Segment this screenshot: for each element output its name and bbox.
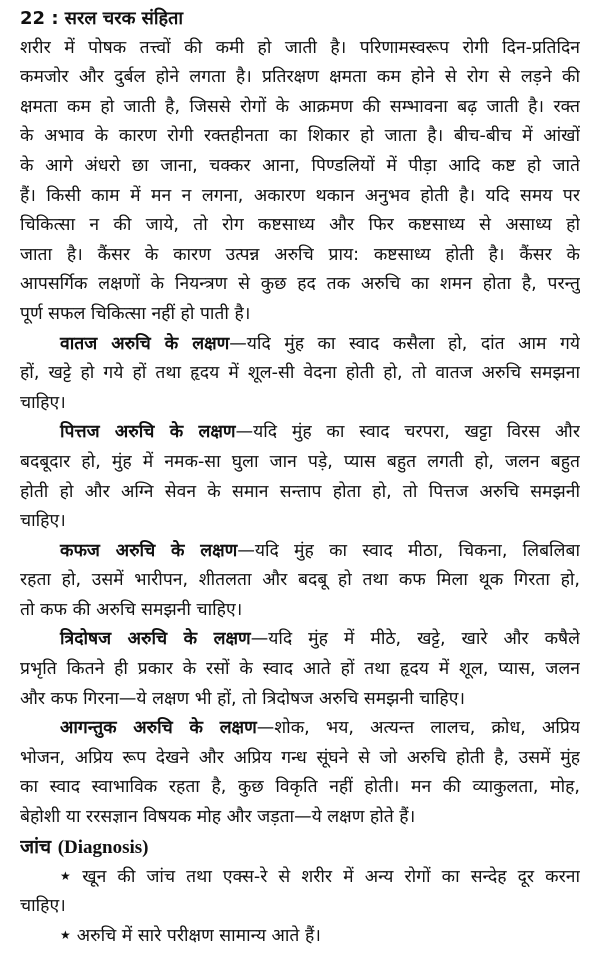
text-line: प्रभृति कितने ही प्रकार के रसों के स्वाद आते हों तथा हृदय में शूल, प्यास, जलन <box>20 659 580 680</box>
text-line: भोजन, अप्रिय रूप देखने और अप्रिय गन्ध सूंघने से जो अरुचि होती है, उसमें मुंह <box>20 747 580 768</box>
diagnosis-heading: जांच (Diagnosis) <box>20 835 149 858</box>
section-title: पित्तज अरुचि के लक्षण <box>60 422 236 443</box>
symptom-section <box>20 714 580 832</box>
text-line: आपसर्गिक लक्षणों के नियन्त्रण से कुछ हद तक अरुचि का शमन होता है, परन्तु <box>20 274 580 295</box>
star-bullet-icon: ★ <box>60 869 77 884</box>
text-line: बेहोशी या ररसज्ञान विषयक मोह और जड़ता—ये लक्षण होते हैं। <box>20 807 416 828</box>
text-line: तो कफ की अरुचि समझनी चाहिए। <box>20 599 243 620</box>
section-title: आगन्तुक अरुचि के लक्षण <box>60 718 257 739</box>
page-number: 22 <box>20 8 46 29</box>
text-line: के अभाव के कारण रोगी रक्तहीनता का शिकार हो जाता है। बीच-बीच में आंखों <box>20 126 580 147</box>
star-bullet-icon: ★ <box>60 928 71 943</box>
diagnosis-list <box>20 862 580 951</box>
diagnosis-bullet: ★ खून की जांच तथा एक्स-रे से शरीर में अन्य रोगों का सन्देह दूर करना <box>60 867 580 888</box>
section-title: वातज अरुचि के लक्षण <box>60 333 230 354</box>
text-line: होती हो और अग्नि सेवन के समान सन्ताप होता हो, तो पित्तज अरुचि समझनी <box>20 481 580 502</box>
text-line: पूर्ण सफल चिकित्सा नहीं हो पाती है। <box>20 303 251 324</box>
text-line: शरीर में पोषक तत्त्वों की कमी हो जाती है। परिणामस्वरूप रोगी दिन-प्रतिदिन <box>20 37 580 58</box>
section-first-line: आगन्तुक अरुचि के लक्षण—शोक, भय, अत्यन्त लालच, क्रोध, अप्रिय <box>60 718 580 739</box>
book-title: सरल चरक संहिता <box>64 8 183 29</box>
text-line: चिकित्सा न की जाये, तो रोग कष्टसाध्य और फिर कष्टसाध्य से असाध्य हो <box>20 215 580 236</box>
text-line: का स्वाद स्वाभाविक रहता है, कुछ विकृति नहीं होती। मन की व्याकुलता, मोह, <box>20 777 580 798</box>
symptom-section <box>20 418 580 536</box>
text-line: रहता हो, उसमें भारीपन, शीतलता और बदबू हो तथा कफ मिला थूक गिरता हो, <box>20 570 580 591</box>
symptom-section <box>20 625 580 714</box>
intro-paragraph <box>20 34 580 330</box>
section-first-line: पित्तज अरुचि के लक्षण—यदि मुंह का स्वाद चरपरा, खट्टा विरस और <box>60 422 580 443</box>
section-first-line: कफज अरुचि के लक्षण—यदि मुंह का स्वाद मीठा, चिकना, लिबलिबा <box>60 540 580 561</box>
text-line: हों, खट्टे हो गये हों तथा हृदय में शूल-सी वेदना होती हो, तो वातज अरुचि समझना <box>20 363 580 384</box>
text-line: चाहिए। <box>20 895 66 916</box>
text-line: जाता है। कैंसर के कारण उत्पन्न अरुचि प्राय: कष्टसाध्य होती है। कैंसर के <box>20 244 580 265</box>
symptom-section <box>20 537 580 626</box>
diagnosis-bullet: ★ अरुचि में सारे परीक्षण सामान्य आते हैं। <box>60 926 321 947</box>
symptom-section <box>20 330 580 419</box>
section-title: त्रिदोषज अरुचि के लक्षण <box>60 629 251 650</box>
section-title: कफज अरुचि के लक्षण <box>60 540 238 561</box>
text-line: क्षमता कम हो जाती है, जिससे रोगों के आक्रमण की सम्भावना बढ़ जाती है। रक्त <box>20 96 580 117</box>
text-line: कमजोर और दुर्बल होने लगता है। प्रतिरक्षण क्षमता कम होने से रोग से लड़ने की <box>20 67 580 88</box>
text-line: और कफ गिरना—ये लक्षण भी हों, तो त्रिदोषज अरुचि समझनी चाहिए। <box>20 688 465 709</box>
text-line: चाहिए। <box>20 392 66 413</box>
section-first-line: त्रिदोषज अरुचि के लक्षण—यदि मुंह में मीठे, खट्टे, खारे और कषैले <box>60 629 580 650</box>
section-first-line: वातज अरुचि के लक्षण—यदि मुंह का स्वाद कसैला हो, दांत आम गये <box>60 333 580 354</box>
page-header: 22 : सरल चरक संहिता <box>20 8 183 29</box>
text-line: चाहिए। <box>20 511 66 532</box>
text-line: के आगे अंधरो छा जाना, चक्कर आना, पिण्डलियों में पीड़ा आदि कष्ट हो जाते <box>20 155 580 176</box>
text-line: हैं। किसी काम में मन न लगना, अकारण थकान अनुभव होती है। यदि समय पर <box>20 185 580 206</box>
text-line: बदबूदार हो, मुंह में नमक-सा घुला जान पड़े, प्यास बहुत लगती हो, जलन बहुत <box>20 451 580 472</box>
symptom-sections <box>20 330 580 833</box>
